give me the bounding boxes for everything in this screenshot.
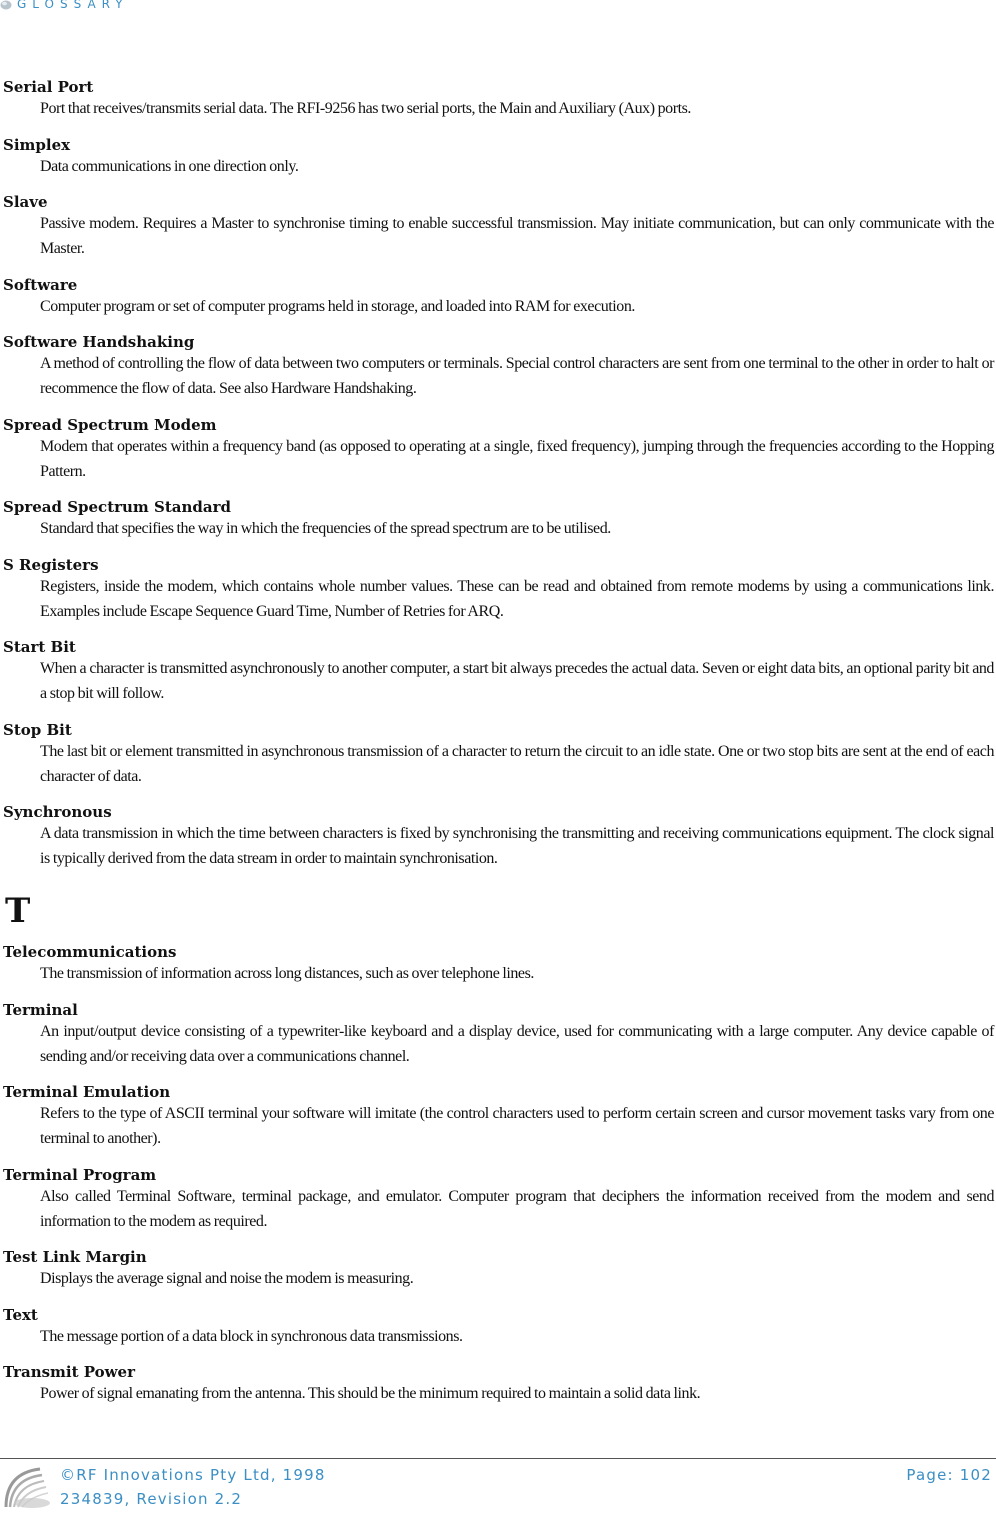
glossary-entry bbox=[3, 1248, 994, 1291]
glossary-definition: Modem that operates within a frequency band (as opposed to operating at a single, fixed frequency), jumping through the frequencies according to the Hopping Pattern. bbox=[40, 437, 994, 480]
glossary-definition: Registers, inside the modem, which contains whole number values. These can be read and obtained from remote modems by using a communications link. Examples include Escape Sequence Guard Time, Number of Retries for ARQ. bbox=[40, 577, 994, 620]
glossary-term: Terminal Program bbox=[3, 1165, 157, 1184]
glossary-definition: The message portion of a data block in synchronous data transmissions. bbox=[40, 1327, 463, 1345]
footer-divider bbox=[0, 1458, 996, 1459]
entries-t-list bbox=[3, 943, 994, 1406]
glossary-term: Start Bit bbox=[3, 638, 76, 656]
glossary-term: Serial Port bbox=[3, 78, 94, 96]
glossary-definition: Displays the average signal and noise the modem is measuring. bbox=[40, 1270, 414, 1287]
glossary-entry bbox=[3, 638, 994, 706]
glossary-term: Synchronous bbox=[3, 803, 112, 821]
glossary-content bbox=[3, 78, 994, 1421]
glossary-entry bbox=[3, 1083, 994, 1151]
glossary-term: Spread Spectrum Modem bbox=[3, 415, 217, 434]
glossary-term: Software bbox=[3, 275, 78, 294]
glossary-entry bbox=[3, 276, 994, 319]
glossary-term: Transmit Power bbox=[3, 1363, 136, 1381]
entries-s-list bbox=[3, 78, 994, 871]
glossary-term: S Registers bbox=[3, 555, 99, 574]
glossary-definition: A method of controlling the flow of data between two computers or terminals. Special control characters are sent from one terminal to the other in order to halt or recommence the flow of data. See also Hardware Handshaking. bbox=[40, 355, 994, 397]
glossary-term: Simplex bbox=[3, 135, 71, 154]
page-header bbox=[0, 0, 996, 20]
footer-doc-number: 234839, Revision 2.2 bbox=[60, 1490, 243, 1508]
glossary-entry bbox=[3, 193, 994, 261]
glossary-definition: The transmission of information across long distances, such as over telephone lines. bbox=[40, 965, 534, 982]
glossary-term: Spread Spectrum Standard bbox=[3, 498, 232, 516]
glossary-entry bbox=[3, 556, 994, 624]
glossary-definition: When a character is transmitted asynchronously to another computer, a start bit always precedes the actual data. Seven or eight data bits, an optional parity bit and a stop bit will follow. bbox=[40, 660, 994, 702]
glossary-term: Terminal bbox=[3, 1000, 78, 1019]
footer-copyright: ©RF Innovations Pty Ltd, 1998 bbox=[60, 1466, 326, 1484]
glossary-entry bbox=[3, 803, 994, 871]
glossary-definition: Data communications in one direction only. bbox=[40, 157, 299, 175]
glossary-term: Text bbox=[3, 1305, 38, 1324]
glossary-entry bbox=[3, 1306, 994, 1349]
glossary-definition: Power of signal emanating from the antenna. This should be the minimum required to maintain a solid data link. bbox=[40, 1385, 701, 1402]
glossary-entry bbox=[3, 333, 994, 401]
glossary-entry bbox=[3, 416, 994, 484]
footer-page-number: Page: 102 bbox=[906, 1466, 992, 1484]
glossary-entry bbox=[3, 136, 994, 179]
glossary-definition: Passive modem. Requires a Master to synchronise timing to enable successful transmission. May initiate communication, but can only communicate with the Master. bbox=[40, 215, 994, 257]
glossary-definition: Also called Terminal Software, terminal package, and emulator. Computer program that deciphers the information received from the modem and send information to the modem as required. bbox=[40, 1187, 994, 1230]
glossary-definition: A data transmission in which the time between characters is fixed by synchronising the transmitting and receiving communications equipment. The clock signal is typically derived from the data stream in order to maintain synchronisation. bbox=[40, 825, 994, 867]
section-letter-t: T bbox=[5, 891, 31, 931]
glossary-entry bbox=[3, 498, 994, 541]
glossary-definition: Port that receives/transmits serial data. The RFI-9256 has two serial ports, the Main and Auxiliary (Aux) ports. bbox=[40, 100, 691, 117]
glossary-term: Software Handshaking bbox=[3, 333, 195, 351]
glossary-entry bbox=[3, 721, 994, 789]
glossary-term: Slave bbox=[3, 193, 48, 211]
company-logo-icon bbox=[2, 1463, 54, 1513]
glossary-definition: Refers to the type of ASCII terminal your software will imitate (the control characters used to perform certain screen and cursor movement tasks vary from one terminal to another). bbox=[40, 1105, 994, 1147]
glossary-term: Test Link Margin bbox=[3, 1248, 147, 1266]
glossary-entry bbox=[3, 1166, 994, 1234]
header-title: GLOSSARY bbox=[17, 0, 129, 11]
glossary-definition: Standard that specifies the way in which the frequencies of the spread spectrum are to be utilised. bbox=[40, 520, 611, 537]
glossary-entry bbox=[3, 1001, 994, 1069]
glossary-definition: Computer program or set of computer programs held in storage, and loaded into RAM for execution. bbox=[40, 297, 635, 315]
glossary-term: Terminal Emulation bbox=[3, 1083, 171, 1101]
glossary-term: Stop Bit bbox=[3, 720, 72, 739]
glossary-entry bbox=[3, 78, 994, 121]
glossary-entry bbox=[3, 1363, 994, 1406]
glossary-entry bbox=[3, 943, 994, 986]
glossary-definition: The last bit or element transmitted in asynchronous transmission of a character to return the circuit to an idle state. One or two stop bits are sent at the end of each character of data. bbox=[40, 742, 994, 785]
glossary-bullet-icon bbox=[0, 0, 12, 10]
glossary-term: Telecommunications bbox=[3, 943, 177, 961]
glossary-definition: An input/output device consisting of a typewriter-like keyboard and a display device, used for communicating with a large computer. Any device capable of sending and/or receiving data over a communications channel. bbox=[40, 1022, 994, 1065]
